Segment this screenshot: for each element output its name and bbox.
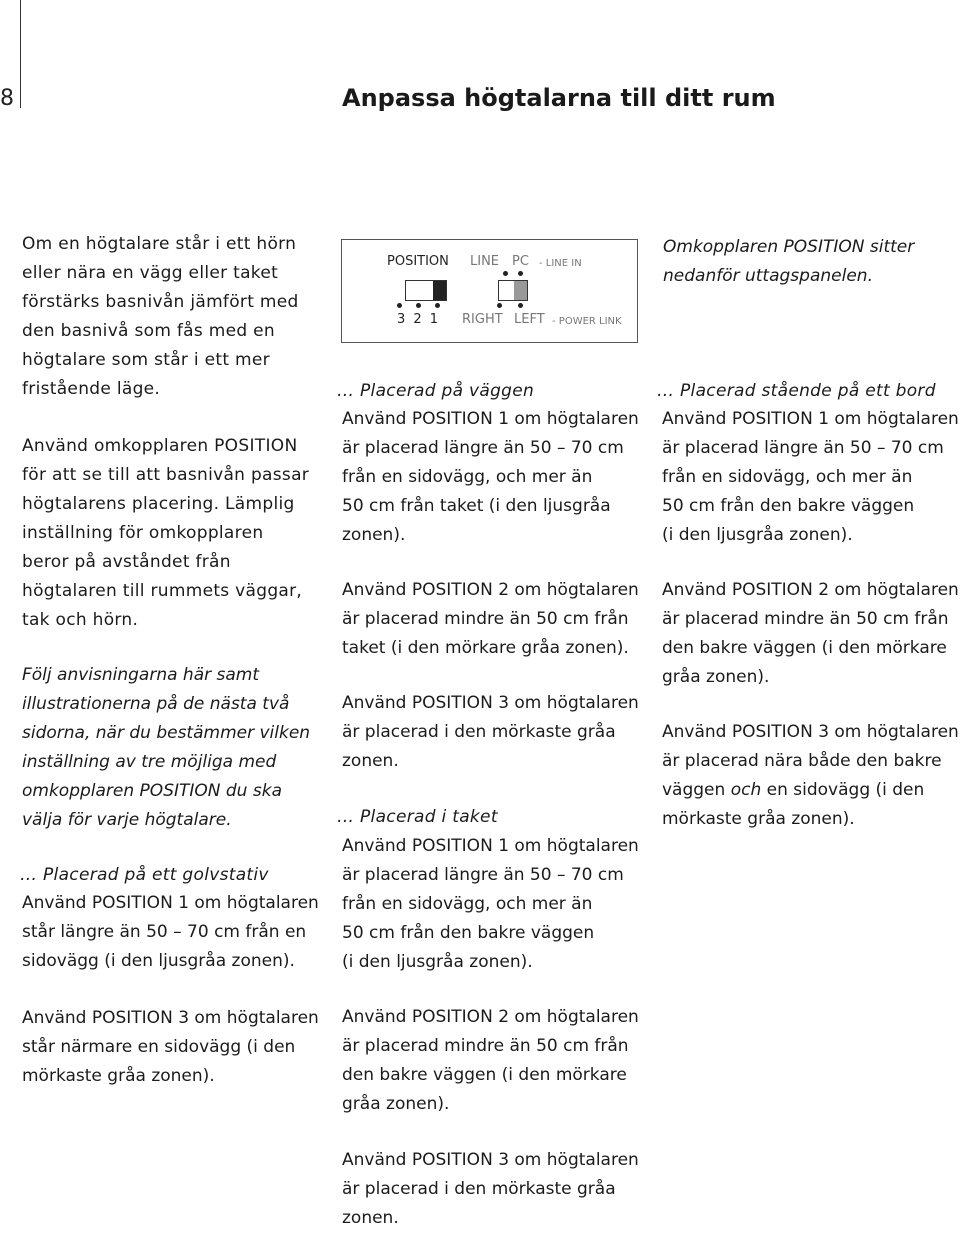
position1-dot	[435, 303, 440, 308]
table-position3	[662, 718, 959, 834]
intro-paragraph: Om en högtalare står i ett hörn eller nära en vägg eller taket förstärks basnivån jämfört med den basnivå som fås med en högtalare som står i ett mer fristående läge.	[22, 234, 299, 399]
position-label: POSITION	[387, 254, 449, 269]
right-label: RIGHT	[462, 312, 503, 327]
connector-panel-illustration	[341, 239, 638, 343]
page-number: 8	[0, 86, 14, 111]
table-heading: … Placerad stående på ett bord	[657, 381, 936, 401]
line-indicator-dot	[503, 271, 508, 276]
position-switch	[405, 280, 447, 301]
ceiling-position3: Använd POSITION 3 om högtalaren är placerad i den mörkaste gråa zonen.	[342, 1150, 639, 1228]
floorstand-heading: … Placerad på ett golvstativ	[20, 865, 269, 885]
position-numbers: 3 2 1	[397, 312, 439, 327]
instructions-note: Följ anvisningarna här samt illustrationerna på de nästa två sidorna, när du bestämmer vilken inställning av tre möjliga med omkopplaren POSITION du ska välja för varje högtalare.	[22, 665, 311, 830]
page-divider-line	[20, 0, 21, 108]
position-switch-paragraph: Använd omkopplaren POSITION för att se till att basnivån passar högtalarens placering. Lämplig inställning för omkopplaren beror på avståndet från högtalaren till rummets väggar, tak och hörn.	[22, 436, 310, 630]
position2-dot	[416, 303, 421, 308]
wall-position3: Använd POSITION 3 om högtalaren är placerad i den mörkaste gråa zonen.	[342, 693, 639, 771]
pc-indicator-dot	[518, 271, 523, 276]
position3-dot	[397, 303, 402, 308]
position-switch-knob	[433, 281, 446, 300]
page-title: Anpassa högtalarna till ditt rum	[342, 84, 776, 112]
left-indicator-dot	[518, 303, 523, 308]
table-position3-och: och	[730, 780, 762, 800]
line-pc-switch-knob	[514, 281, 527, 300]
line-label: LINE	[470, 254, 500, 269]
ceiling-position1: Använd POSITION 1 om högtalaren är placerad längre än 50 – 70 cm från en sidovägg, och mer än 50 cm från den bakre väggen (i den ljusgråa zonen).	[342, 836, 639, 972]
ceiling-position2: Använd POSITION 2 om högtalaren är placerad mindre än 50 cm från den bakre väggen (i den mörkare gråa zonen).	[342, 1007, 639, 1114]
wall-position1: Använd POSITION 1 om högtalaren är placerad längre än 50 – 70 cm från en sidovägg, och mer än 50 cm från taket (i den ljusgråa zonen).	[342, 409, 639, 545]
right-indicator-dot	[497, 303, 502, 308]
ceiling-heading: … Placerad i taket	[337, 807, 498, 827]
floorstand-position1: Använd POSITION 1 om högtalaren står längre än 50 – 70 cm från en sidovägg (i den ljusgråa zonen).	[22, 893, 319, 971]
table-position2: Använd POSITION 2 om högtalaren är placerad mindre än 50 cm från den bakre väggen (i den mörkare gråa zonen).	[662, 580, 959, 687]
left-label: LEFT	[514, 312, 545, 327]
wall-position2: Använd POSITION 2 om högtalaren är placerad mindre än 50 cm från taket (i den mörkare gråa zonen).	[342, 580, 639, 658]
pc-label: PC	[512, 254, 529, 269]
table-position3-text-end: en sidovägg (i den mörkaste gråa zonen).	[662, 780, 925, 829]
line-in-label: - LINE IN	[539, 258, 582, 269]
power-link-label: - POWER LINK	[552, 316, 622, 327]
wall-heading: … Placerad på väggen	[337, 381, 535, 401]
line-pc-switch	[498, 280, 528, 301]
table-position3-text-start: Använd POSITION 3 om högtalaren är placerad nära både den bakre väggen	[662, 722, 959, 800]
floorstand-position3: Använd POSITION 3 om högtalaren står närmare en sidovägg (i den mörkaste gråa zonen).	[22, 1008, 319, 1086]
table-position1: Använd POSITION 1 om högtalaren är placerad längre än 50 – 70 cm från en sidovägg, och mer än 50 cm från den bakre väggen (i den ljusgråa zonen).	[662, 409, 959, 545]
panel-caption: Omkopplaren POSITION sitter nedanför uttagspanelen.	[663, 237, 915, 286]
